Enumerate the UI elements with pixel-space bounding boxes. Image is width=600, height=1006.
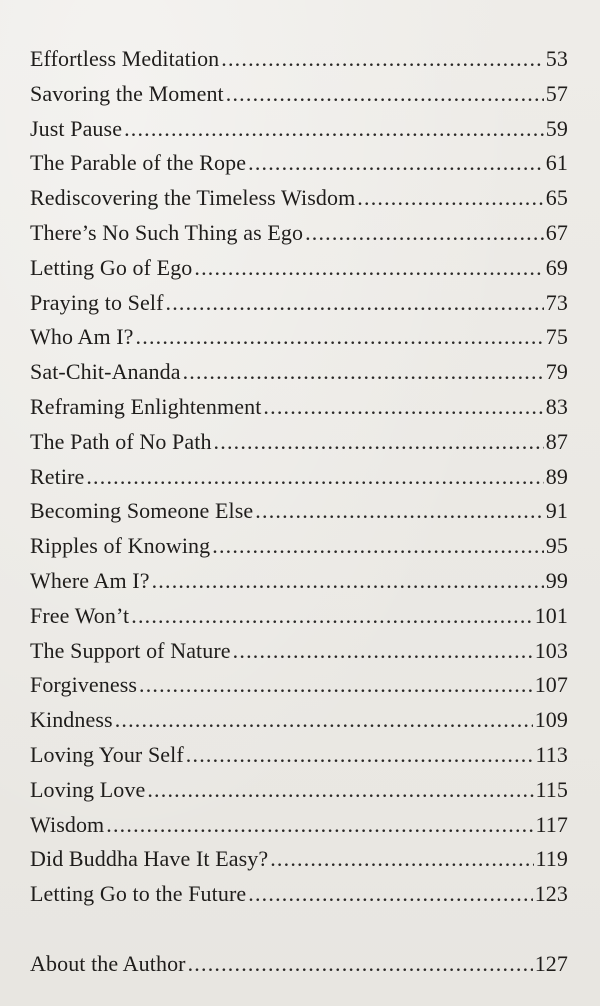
toc-page-number: 107 — [534, 672, 568, 698]
toc-entry-title: Sat-Chit-Ananda — [30, 359, 181, 385]
toc-page-number: 89 — [545, 463, 568, 489]
toc-entry-title: Praying to Self — [30, 289, 164, 315]
toc-entry-title: Where Am I? — [30, 567, 150, 593]
toc-page-number: 123 — [534, 881, 568, 907]
toc-dot-leader — [106, 808, 533, 843]
toc-page-number: 73 — [545, 289, 568, 315]
toc-entry — [30, 668, 568, 703]
toc-page-number: 61 — [545, 150, 568, 176]
table-of-contents — [30, 42, 568, 982]
toc-entry — [30, 146, 568, 181]
toc-entry — [30, 77, 568, 112]
toc-entry-title: Just Pause — [30, 115, 123, 141]
toc-dot-leader — [255, 494, 544, 529]
toc-entry-title: Retire — [30, 463, 85, 489]
toc-page-number: 127 — [534, 950, 568, 976]
toc-dot-leader — [248, 877, 532, 912]
toc-dot-leader — [248, 146, 544, 181]
toc-page-number: 119 — [535, 846, 568, 872]
toc-entry-title: The Path of No Path — [30, 428, 212, 454]
toc-dot-leader — [131, 599, 532, 634]
toc-entry-title: Becoming Someone Else — [30, 498, 254, 524]
toc-page-number: 117 — [535, 811, 568, 837]
toc-page-number: 115 — [535, 776, 568, 802]
toc-page-number: 95 — [545, 533, 568, 559]
toc-dot-leader — [233, 634, 533, 669]
toc-entry-title: Loving Your Self — [30, 741, 184, 767]
toc-entry-title: Kindness — [30, 707, 113, 733]
toc-entry-title: Ripples of Knowing — [30, 533, 211, 559]
toc-page-number: 101 — [534, 602, 568, 628]
toc-entry-title: Forgiveness — [30, 672, 138, 698]
toc-entry-title: Letting Go of Ego — [30, 254, 193, 280]
toc-dot-leader — [115, 703, 533, 738]
toc-page-number: 65 — [545, 185, 568, 211]
toc-entry-title: Did Buddha Have It Easy? — [30, 846, 269, 872]
toc-dot-leader — [139, 668, 533, 703]
toc-entry-title: About the Author — [30, 950, 186, 976]
toc-entry-title: There’s No Such Thing as Ego — [30, 219, 304, 245]
toc-page-number: 53 — [545, 46, 568, 71]
toc-entries — [30, 42, 568, 912]
toc-dot-leader — [226, 77, 544, 112]
toc-page-number: 87 — [545, 428, 568, 454]
toc-dot-leader — [188, 947, 533, 982]
toc-page-number: 59 — [545, 115, 568, 141]
toc-entry-title: Who Am I? — [30, 324, 134, 350]
toc-entry — [30, 599, 568, 634]
toc-entry — [30, 355, 568, 390]
toc-dot-leader — [152, 564, 544, 599]
toc-dot-leader — [124, 112, 544, 147]
toc-entry — [30, 42, 568, 77]
toc-dot-leader — [147, 773, 533, 808]
toc-entry — [30, 286, 568, 321]
toc-page-number: 113 — [535, 741, 568, 767]
toc-entry-about-the-author — [30, 947, 568, 982]
toc-entry — [30, 634, 568, 669]
toc-page-number: 91 — [545, 498, 568, 524]
toc-entry — [30, 773, 568, 808]
toc-page-number: 67 — [545, 219, 568, 245]
toc-entry — [30, 564, 568, 599]
toc-page-number: 103 — [534, 637, 568, 663]
toc-dot-leader — [194, 251, 543, 286]
toc-dot-leader — [263, 390, 543, 425]
toc-dot-leader — [214, 425, 544, 460]
toc-dot-leader — [305, 216, 544, 251]
toc-dot-leader — [186, 738, 534, 773]
toc-entry-title: The Support of Nature — [30, 637, 231, 663]
toc-entry — [30, 738, 568, 773]
toc-entry — [30, 808, 568, 843]
toc-section-gap — [30, 912, 568, 947]
toc-entry-title: Rediscovering the Timeless Wisdom — [30, 185, 356, 211]
toc-entry-title: Letting Go to the Future — [30, 881, 247, 907]
toc-page-number: 83 — [545, 393, 568, 419]
toc-entry-title: Reframing Enlightenment — [30, 393, 262, 419]
toc-entry — [30, 112, 568, 147]
toc-page-number: 99 — [545, 567, 568, 593]
toc-entry — [30, 181, 568, 216]
toc-dot-leader — [221, 42, 544, 77]
toc-page-number: 79 — [545, 359, 568, 385]
toc-dot-leader — [183, 355, 544, 390]
toc-entry-title: Free Won’t — [30, 602, 130, 628]
toc-entry — [30, 842, 568, 877]
toc-entry — [30, 529, 568, 564]
toc-entry — [30, 251, 568, 286]
toc-dot-leader — [136, 320, 544, 355]
toc-entry — [30, 425, 568, 460]
toc-dot-leader — [212, 529, 544, 564]
toc-dot-leader — [270, 842, 533, 877]
toc-page-number: 75 — [545, 324, 568, 350]
toc-entry — [30, 877, 568, 912]
toc-dot-leader — [86, 460, 543, 495]
toc-page-number: 69 — [545, 254, 568, 280]
toc-entry-title: The Parable of the Rope — [30, 150, 247, 176]
toc-page-number: 109 — [534, 707, 568, 733]
toc-entry — [30, 703, 568, 738]
toc-entry-title: Wisdom — [30, 811, 105, 837]
toc-dot-leader — [166, 286, 544, 321]
toc-entry-title: Loving Love — [30, 776, 146, 802]
toc-entry — [30, 320, 568, 355]
toc-entry — [30, 494, 568, 529]
toc-entry — [30, 460, 568, 495]
toc-dot-leader — [357, 181, 544, 216]
toc-page-number: 57 — [545, 80, 568, 106]
toc-entry-title: Effortless Meditation — [30, 46, 220, 71]
toc-entry-title: Savoring the Moment — [30, 80, 224, 106]
toc-entry — [30, 390, 568, 425]
toc-entry — [30, 216, 568, 251]
